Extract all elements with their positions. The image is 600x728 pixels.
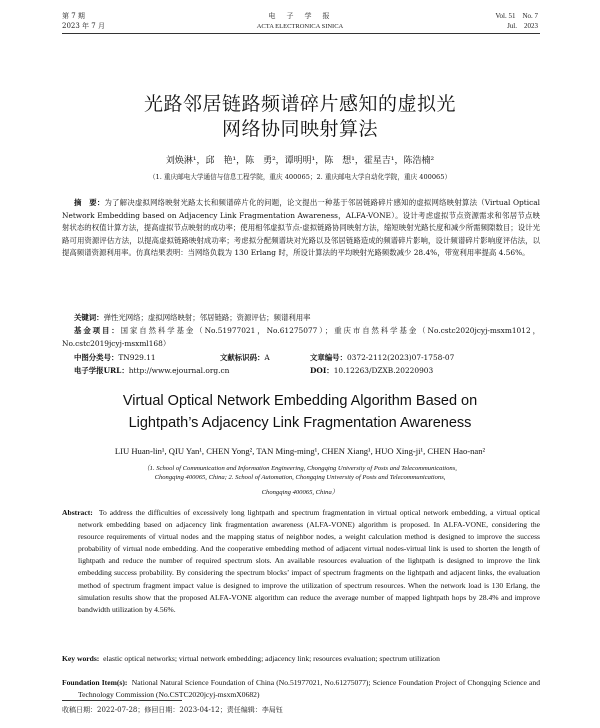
article-number bbox=[310, 352, 454, 364]
doc-code bbox=[220, 352, 270, 364]
journal-name-en: ACTA ELECTRONICA SINICA bbox=[256, 23, 344, 30]
journal-name-cn: 电 子 学 报 bbox=[268, 12, 332, 20]
fund-cn bbox=[62, 325, 540, 350]
title-en-line2: Lightpath’s Adjacency Link Fragmentation Awareness bbox=[128, 415, 472, 431]
article-number-label: 文章编号： bbox=[310, 353, 347, 362]
title-en-line1: Virtual Optical Network Embedding Algorithm Based on bbox=[122, 393, 478, 409]
fund-en-text: National Natural Science Foundation of China (No.51977021, No.61275077); Science Foundation Project of Chongqing Science and Technology Commission (No.CSTC2020jcyj-msxmX0682) bbox=[78, 678, 541, 700]
affiliation-cn: （1. 重庆邮电大学通信与信息工程学院，重庆 400065；2. 重庆邮电大学自动化学院，重庆 400065） bbox=[148, 173, 452, 181]
affiliation-en-line2: Chongqing 400065, China; 2. School of Automation, Chongqing University of Posts and Telecommunications, bbox=[154, 474, 446, 481]
fund-en bbox=[62, 677, 541, 701]
doi-label: DOI： bbox=[310, 366, 334, 375]
keywords-cn-text: 弹性光网络；虚拟网络映射；邻居链路；资源评估；频谱利用率 bbox=[103, 313, 311, 322]
abstract-cn-label: 摘 要： bbox=[74, 198, 105, 207]
volume-date: Jul. 2023 bbox=[507, 22, 538, 30]
abstract-cn bbox=[62, 197, 540, 260]
header-rule bbox=[62, 33, 540, 34]
authors-en: LIU Huan-lin¹, QIU Yan¹, CHEN Yong², TAN Ming-ming¹, CHEN Xiang¹, HUO Xing-ji¹, CHEN Hao-nan² bbox=[114, 446, 486, 456]
article-number-value: 0372-2112(2023)07-1758-07 bbox=[346, 353, 455, 362]
journal-url-label: 电子学报URL： bbox=[74, 366, 129, 375]
footer-rule bbox=[62, 700, 182, 701]
received-dates: 收稿日期：2022-07-28；修回日期：2023-04-12；责任编辑：李局钰 bbox=[62, 706, 283, 714]
clc-value: TN929.11 bbox=[118, 353, 156, 362]
fund-en-label: Foundation Item(s): bbox=[62, 678, 128, 687]
affiliation-en-line3: Chongqing 400065, China） bbox=[261, 489, 339, 496]
doi-value[interactable]: 10.12263/DZXB.20220903 bbox=[333, 366, 434, 375]
clc-number bbox=[74, 352, 156, 364]
abstract-en bbox=[62, 507, 541, 616]
doc-code-value: A bbox=[264, 353, 270, 362]
abstract-en-text: To address the difficulties of excessively long lightpath and spectrum fragmentation in virtual optical network embedding, a virtual optical network embedding based on adjacency link fragmentation awareness (ALFA-VONE) algorithm is proposed. In ALFA-VONE, considering the resource requirements of virtual nodes and the mapping status of neighbor nodes, a weight calculation method is designed to improve the success probability of virtual node embedding. And the cooperative embedding method of adjacent virtual nodes-virtual link is used to shorten the length of lightpath and reduce the number of required spectrum slots. An available resources evaluation of the lightpath is designed to improve the link embedding success probability. By considering the spectrum blocks’ impact of spectrum fragments on the lightpath and adjacent links, the evaluation method of spectrum fragment impact value is designed to improve the utilization of spectrum resources. When the network load is 130 Erlang, the simulation results show that the proposed ALFA-VONE algorithm can reduce the average number of mapped lightpath hops by 28.4% and improve bandwidth utilization by 4.56%. bbox=[78, 508, 541, 614]
doi bbox=[310, 365, 433, 377]
affiliation-en-line1: （1. School of Communication and Information Engineering, Chongqing University of Posts and Telecommunications, bbox=[143, 465, 457, 472]
title-cn-line2: 网络协同映射算法 bbox=[221, 118, 378, 140]
keywords-cn bbox=[62, 312, 540, 325]
fund-cn-text: 国家自然科学基金（No.51977021，No.61275077）；重庆市自然科学基金（No.cstc2020jcyj-msxm1012，No.cstc2019jcyj-msxml168） bbox=[62, 326, 540, 348]
issue-number: 第 7 期 bbox=[62, 12, 85, 20]
issue-date: 2023 年 7 月 bbox=[62, 22, 105, 30]
abstract-en-label: Abstract: bbox=[62, 508, 93, 517]
clc-label: 中图分类号： bbox=[74, 353, 119, 362]
keywords-en bbox=[62, 653, 540, 665]
abstract-cn-text: 为了解决虚拟网络映射光路太长和频谱碎片化的问题，论文提出一种基于邻居链路碎片感知的虚拟网络映射算法（Virtual Optical Network Embedding based on Adjacency Link Fragmentation Awareness，ALFA-VONE）。设计考虑虚拟节点资源需求和邻居节点映射状态的权值计算方法，提高虚拟节点映射的成功率；使用相邻虚拟节点-虚拟链路协同映射方法，缩短映射光路长度和减少所需频隙数目；设计光路可用资源评估方法，以提高虚拟链路映射成功率；考虑拟分配频谱块对光路以及邻居链路造成的频谱碎片影响，设计频谱碎片影响度评估法，以提高频谱资源利用率。仿真结果表明：当网络负载为 130 Erlang 时，所设计算法的平均映射光路频数减少 28.4%，带宽利用率提高 4.56%。 bbox=[62, 198, 540, 257]
doc-code-label: 文献标识码： bbox=[220, 353, 265, 362]
authors-cn: 刘焕淋¹，邱 艳¹，陈 勇²，谭明明¹，陈 想¹，霍星吉¹，陈浩楠² bbox=[165, 156, 435, 166]
journal-url bbox=[74, 365, 229, 377]
fund-cn-label: 基金项目： bbox=[74, 326, 121, 335]
keywords-cn-label: 关键词： bbox=[74, 313, 104, 322]
volume-number: Vol. 51 No. 7 bbox=[495, 12, 538, 20]
journal-url-value[interactable]: http://www.ejournal.org.cn bbox=[128, 366, 230, 375]
keywords-en-text: elastic optical networks; virtual network embedding; adjacency link; resources evaluation; spectrum utilization bbox=[103, 654, 440, 663]
keywords-en-label: Key words: bbox=[62, 654, 100, 663]
title-cn-line1: 光路邻居链路频谱碎片感知的虚拟光 bbox=[143, 93, 456, 115]
